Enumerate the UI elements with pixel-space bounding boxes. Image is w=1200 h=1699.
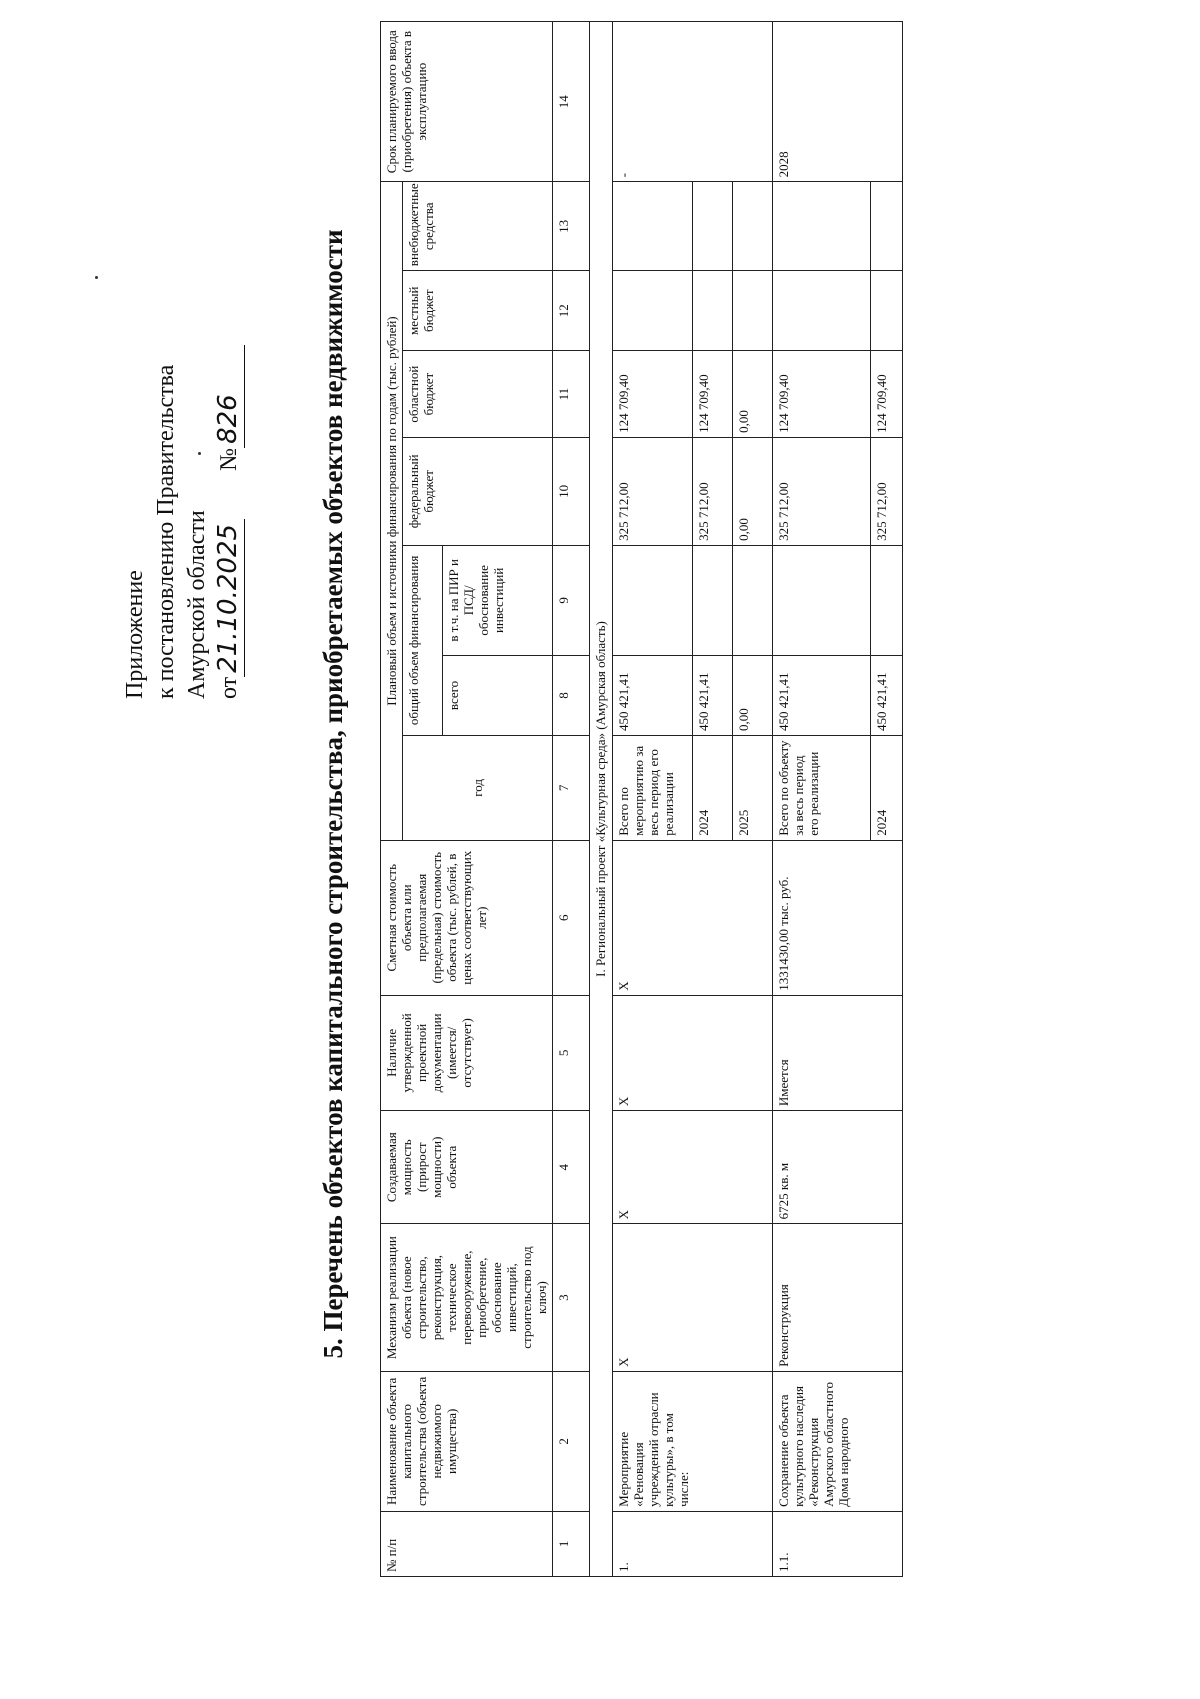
header-total-financing: общий объем финансирования	[403, 545, 443, 735]
header-deadline: Срок планируемого ввода (приобретения) объекта в эксплуатацию	[381, 22, 553, 182]
row1-deadline: -	[613, 22, 773, 182]
row1-year-all: Всего по мероприятию за весь период его реализации	[613, 736, 693, 841]
row2-deadline: 2028	[773, 22, 903, 182]
row1-federal-2024: 325 712,00	[693, 437, 733, 545]
row2-mechanism: Реконструкция	[773, 1224, 903, 1371]
header-federal: федеральный бюджет	[403, 437, 553, 545]
row1-mechanism: X	[613, 1224, 773, 1371]
col-number: 4	[553, 1111, 590, 1224]
row2-year-all: Всего по объекту за весь период его реализации	[773, 736, 871, 841]
row1-total-2025: 0,00	[733, 655, 773, 735]
col-number: 11	[553, 351, 590, 438]
row1-cost: X	[613, 840, 773, 995]
col-number: 8	[553, 655, 590, 735]
col-number: 12	[553, 271, 590, 351]
row2-total-all: 450 421,41	[773, 655, 871, 735]
row1-extra-2025	[733, 182, 773, 271]
row1-name: Мероприятие «Реновация учреждений отрасли культуры», в том числе:	[613, 1371, 773, 1511]
row1-local-2025	[733, 271, 773, 351]
row2-local-2024	[871, 271, 903, 351]
row2-name: Сохранение объекта культурного наследия «Реконструкция Амурского областного Дома народного	[773, 1371, 903, 1511]
row1-total-all: 450 421,41	[613, 655, 693, 735]
col-number: 14	[553, 22, 590, 182]
col-number: 9	[553, 545, 590, 655]
header-estimated-cost: Сметная стоимость объекта или предполагаемая (предельная) стоимость объекта (тыс. рублей, в ценах соответствующих лет)	[381, 840, 553, 995]
row1-extra-all	[613, 182, 693, 271]
number-label: №	[216, 447, 242, 471]
row2-extra-all	[773, 182, 871, 271]
row1-year-2024: 2024	[693, 736, 733, 841]
col-number: 1	[553, 1511, 590, 1576]
row1-local-2024	[693, 271, 733, 351]
header-object-name: Наименование объекта капитального строительства (объекта недвижимого имущества)	[381, 1371, 553, 1511]
header-extrabudget: внебюджетные средства	[403, 182, 553, 271]
row1-local-all	[613, 271, 693, 351]
row1-num: 1.	[613, 1511, 773, 1576]
row1-regional-2025: 0,00	[733, 351, 773, 438]
row1-capacity: X	[613, 1111, 773, 1224]
col-number: 3	[553, 1224, 590, 1371]
appendix-line-2: к постановлению Правительства	[153, 364, 179, 699]
row1-docs: X	[613, 995, 773, 1110]
row1-total-2024: 450 421,41	[693, 655, 733, 735]
row2-extra-2024	[871, 182, 903, 271]
table-row	[613, 22, 693, 1577]
column-number-row	[553, 22, 590, 1577]
row2-pir-all	[773, 545, 871, 655]
appendix-line-3: Амурской области	[184, 510, 210, 699]
header-local: местный бюджет	[403, 271, 553, 351]
header-num: № п/п	[381, 1511, 553, 1576]
appendix-header	[120, 179, 245, 699]
header-financing-group: Плановый объем и источники финансирования по годам (тыс. рублей)	[381, 182, 403, 840]
header-capacity: Создаваемая мощность (прирост мощности) объекта	[381, 1111, 553, 1224]
row2-regional-all: 124 709,40	[773, 351, 871, 438]
appendix-date-line	[213, 179, 245, 699]
col-number: 7	[553, 736, 590, 841]
row2-year-2024: 2024	[871, 736, 903, 841]
row2-docs: Имеется	[773, 995, 903, 1110]
row1-year-2025: 2025	[733, 736, 773, 841]
header-regional: областной бюджет	[403, 351, 553, 438]
header-pir: в т.ч. на ПИР и ПСД/ обоснование инвестиций	[443, 545, 553, 655]
row2-pir-2024	[871, 545, 903, 655]
row2-federal-all: 325 712,00	[773, 437, 871, 545]
row2-capacity: 6725 кв. м	[773, 1111, 903, 1224]
capital-objects-table	[380, 21, 903, 1577]
col-number: 13	[553, 182, 590, 271]
section-title: I. Региональный проект «Культурная среда» (Амурская область)	[590, 22, 613, 1577]
row1-pir-all	[613, 545, 693, 655]
header-year: год	[403, 736, 553, 841]
col-number: 5	[553, 995, 590, 1110]
row2-federal-2024: 325 712,00	[871, 437, 903, 545]
row1-pir-2024	[693, 545, 733, 655]
header-row-1	[381, 22, 403, 1577]
col-number: 10	[553, 437, 590, 545]
scan-speck	[95, 276, 98, 279]
row2-num: 1.1.	[773, 1511, 903, 1576]
row1-federal-all: 325 712,00	[613, 437, 693, 545]
row1-pir-2025	[733, 545, 773, 655]
row2-cost: 1331430,00 тыс. руб.	[773, 840, 903, 995]
header-mechanism: Механизм реализации объекта (новое строительство, реконструкция, техническое перевооружение, приобретение, обоснование инвестиций, строительство под ключ)	[381, 1224, 553, 1371]
from-label: от	[216, 676, 242, 699]
row2-regional-2024: 124 709,40	[871, 351, 903, 438]
document-title: 5. Перечень объектов капитального строительства, приобретаемых объектов недвижимости	[318, 229, 348, 1359]
appendix-line-1: Приложение	[122, 570, 148, 699]
table-row	[773, 22, 871, 1577]
row1-extra-2024	[693, 182, 733, 271]
row1-regional-2024: 124 709,40	[693, 351, 733, 438]
row1-federal-2025: 0,00	[733, 437, 773, 545]
scan-speck	[198, 452, 201, 455]
header-project-docs: Наличие утвержденной проектной документации (имеется/ отсутствует)	[381, 995, 553, 1110]
row2-total-2024: 450 421,41	[871, 655, 903, 735]
handwritten-date: 21.10.2025	[213, 519, 245, 677]
scan-bottom-edge	[1186, 0, 1200, 1699]
handwritten-number: 826	[213, 345, 245, 448]
row1-regional-all: 124 709,40	[613, 351, 693, 438]
section-row	[590, 22, 613, 1577]
header-total: всего	[443, 655, 553, 735]
row2-local-all	[773, 271, 871, 351]
col-number: 2	[553, 1371, 590, 1511]
col-number: 6	[553, 840, 590, 995]
